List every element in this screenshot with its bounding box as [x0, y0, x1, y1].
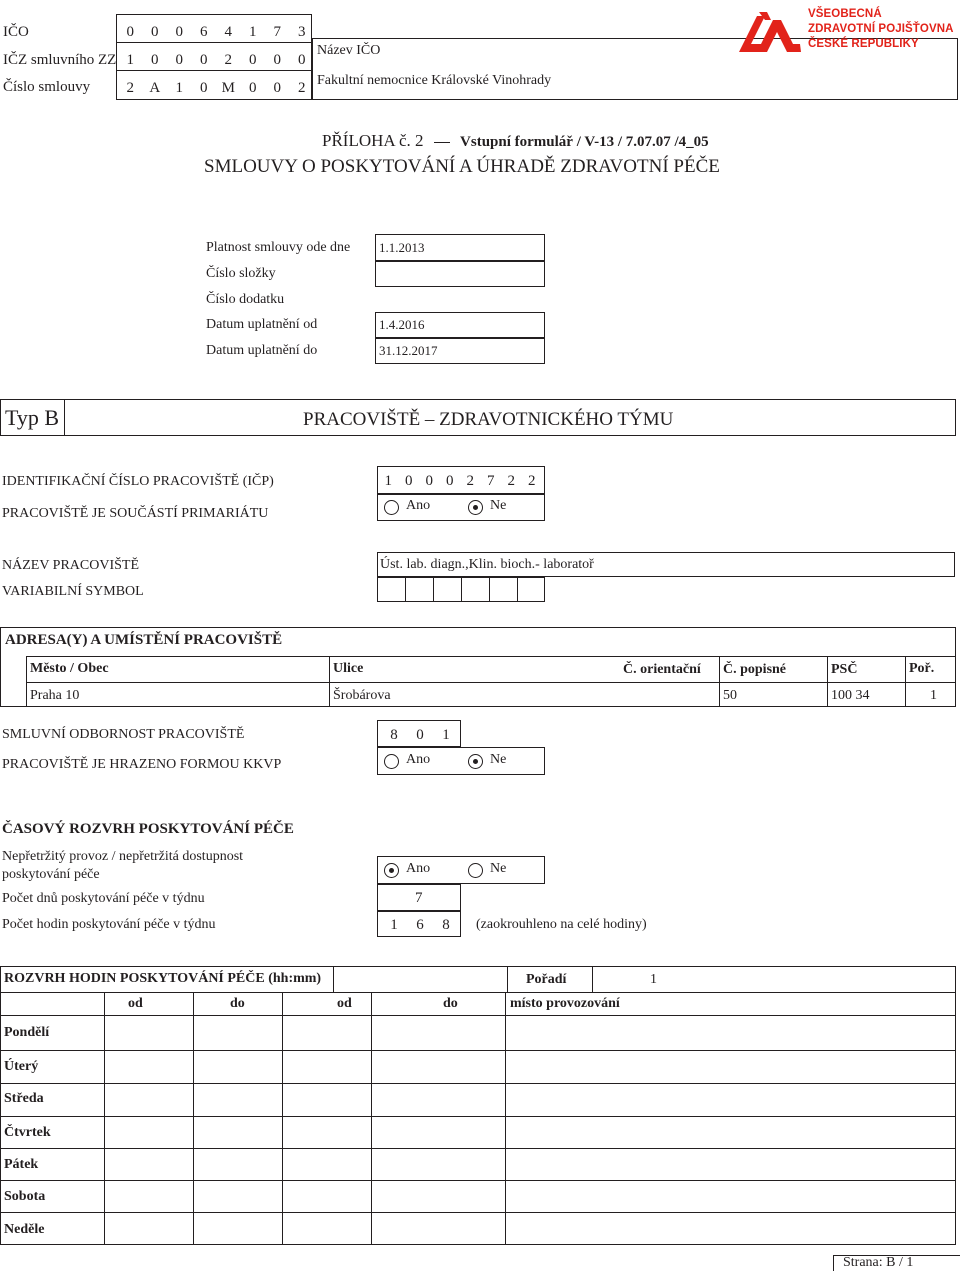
continuous-label-2: poskytování péče	[2, 867, 100, 882]
applied-to-value: 31.12.2017	[379, 343, 438, 358]
continuous-ano-radio[interactable]	[384, 863, 399, 878]
schedule-title: ČASOVÝ ROZVRH POSKYTOVÁNÍ PÉČE	[2, 821, 294, 837]
type-label: Typ B	[5, 405, 60, 430]
workplace-name-label: NÁZEV PRACOVIŠTĚ	[2, 558, 140, 573]
day-friday: Pátek	[4, 1157, 39, 1172]
amendment-number-label: Číslo dodatku	[206, 292, 285, 307]
ico-name-label: Název IČO	[317, 43, 381, 58]
day-thursday: Čtvrtek	[4, 1125, 51, 1140]
variable-symbol-label: VARIABILNÍ SYMBOL	[2, 584, 144, 599]
days-label: Počet dnů poskytování péče v týdnu	[2, 891, 205, 906]
day-monday: Pondělí	[4, 1025, 50, 1040]
specialty-label: SMLUVNÍ ODBORNOST PRACOVIŠTĚ	[2, 727, 245, 742]
contract-number-value: 2 A 1 0 M 0 0 2	[126, 80, 306, 96]
col-do-1: do	[230, 996, 245, 1011]
day-tuesday: Úterý	[4, 1059, 39, 1074]
continuous-ne-radio[interactable]	[468, 863, 483, 878]
kkvp-ne-radio[interactable]	[468, 754, 483, 769]
col-place: místo provozování	[510, 996, 620, 1011]
day-wednesday: Středa	[4, 1091, 44, 1106]
continuous-ne-label: Ne	[490, 861, 507, 876]
applied-from-value: 1.4.2016	[379, 317, 425, 332]
address-header-city: Město / Obec	[30, 661, 109, 676]
form-subtitle: SMLOUVY O POSKYTOVÁNÍ A ÚHRADĚ ZDRAVOTNÍ PÉČE	[204, 156, 720, 177]
address-city-value: Praha 10	[30, 688, 80, 703]
address-title: ADRESA(Y) A UMÍSTĚNÍ PRACOVIŠTĚ	[5, 632, 283, 648]
ico-value: 0 0 0 6 4 1 7 3	[126, 24, 306, 40]
logo-line-3: ČESKÉ REPUBLIKY	[808, 38, 919, 50]
address-order-value: 1	[930, 688, 937, 703]
address-header-orient: Č. orientační	[623, 662, 701, 677]
day-sunday: Neděle	[4, 1222, 45, 1237]
col-od-1: od	[128, 996, 143, 1011]
hours-label: Počet hodin poskytování péče v týdnu	[2, 917, 216, 932]
address-header-descr: Č. popisné	[723, 662, 787, 677]
col-do-2: do	[443, 996, 458, 1011]
workplace-name-value: Úst. lab. diagn.,Klin. bioch.- laboratoř	[380, 557, 594, 572]
vzp-logo-icon	[737, 8, 803, 54]
hours-note: (zaokrouhleno na celé hodiny)	[476, 917, 647, 932]
kkvp-ano-label: Ano	[406, 752, 431, 767]
applied-from-label: Datum uplatnění od	[206, 317, 318, 332]
kkvp-label: PRACOVIŠTĚ JE HRAZENO FORMOU KKVP	[2, 757, 282, 772]
primariat-ano-radio[interactable]	[384, 500, 399, 515]
address-descr-value: 50	[723, 688, 737, 703]
kkvp-ano-radio[interactable]	[384, 754, 399, 769]
icz-label: IČZ smluvního ZZ	[3, 52, 117, 68]
ico-name-value: Fakultní nemocnice Královské Vinohrady	[317, 73, 552, 88]
logo-line-1: VŠEOBECNÁ	[808, 8, 882, 20]
kkvp-ne-label: Ne	[490, 752, 507, 767]
logo-line-2: ZDRAVOTNÍ POJIŠŤOVNA	[808, 23, 954, 35]
address-header-zip: PSČ	[831, 662, 858, 677]
primariat-ano-label: Ano	[406, 498, 431, 513]
address-header-order: Poř.	[909, 661, 935, 676]
col-od-2: od	[337, 996, 352, 1011]
address-header-street: Ulice	[333, 661, 364, 676]
order-label: Pořadí	[526, 972, 567, 987]
specialty-value: 8 0 1	[390, 727, 450, 743]
icz-value: 1 0 0 0 2 0 0 0	[126, 52, 306, 68]
page-number: Strana: B / 1	[843, 1255, 914, 1270]
primariat-ne-label: Ne	[490, 498, 507, 513]
day-saturday: Sobota	[4, 1189, 46, 1204]
days-value: 7	[415, 890, 423, 906]
validity-value: 1.1.2013	[379, 240, 425, 255]
ico-label: IČO	[3, 24, 29, 40]
primariat-label: PRACOVIŠTĚ JE SOUČÁSTÍ PRIMARIÁTU	[2, 506, 269, 521]
validity-label: Platnost smlouvy ode dne	[206, 240, 351, 255]
type-title: PRACOVIŠTĚ – ZDRAVOTNICKÉHO TÝMU	[303, 409, 674, 430]
hours-value: 1 6 8	[390, 917, 450, 933]
icp-label: IDENTIFIKAČNÍ ČÍSLO PRACOVIŠTĚ (IČP)	[2, 474, 274, 489]
hours-table	[0, 966, 956, 1245]
continuous-ano-label: Ano	[406, 861, 431, 876]
contract-number-label: Číslo smlouvy	[3, 79, 91, 95]
applied-to-label: Datum uplatnění do	[206, 343, 318, 358]
form-title: PŘÍLOHA č. 2 Vstupní formulář / V-13 / 7.07.07 /4_05	[322, 131, 709, 150]
folder-number-label: Číslo složky	[206, 266, 276, 281]
continuous-label-1: Nepřetržitý provoz / nepřetržitá dostupnost	[2, 849, 244, 864]
address-street-value: Šrobárova	[333, 688, 391, 703]
icp-value: 1 0 0 0 2 7 2 2	[384, 473, 536, 489]
order-value: 1	[650, 972, 657, 987]
address-zip-value: 100 34	[831, 688, 870, 703]
hours-table-title: ROZVRH HODIN POSKYTOVÁNÍ PÉČE (hh:mm)	[4, 971, 322, 986]
primariat-ne-radio[interactable]	[468, 500, 483, 515]
